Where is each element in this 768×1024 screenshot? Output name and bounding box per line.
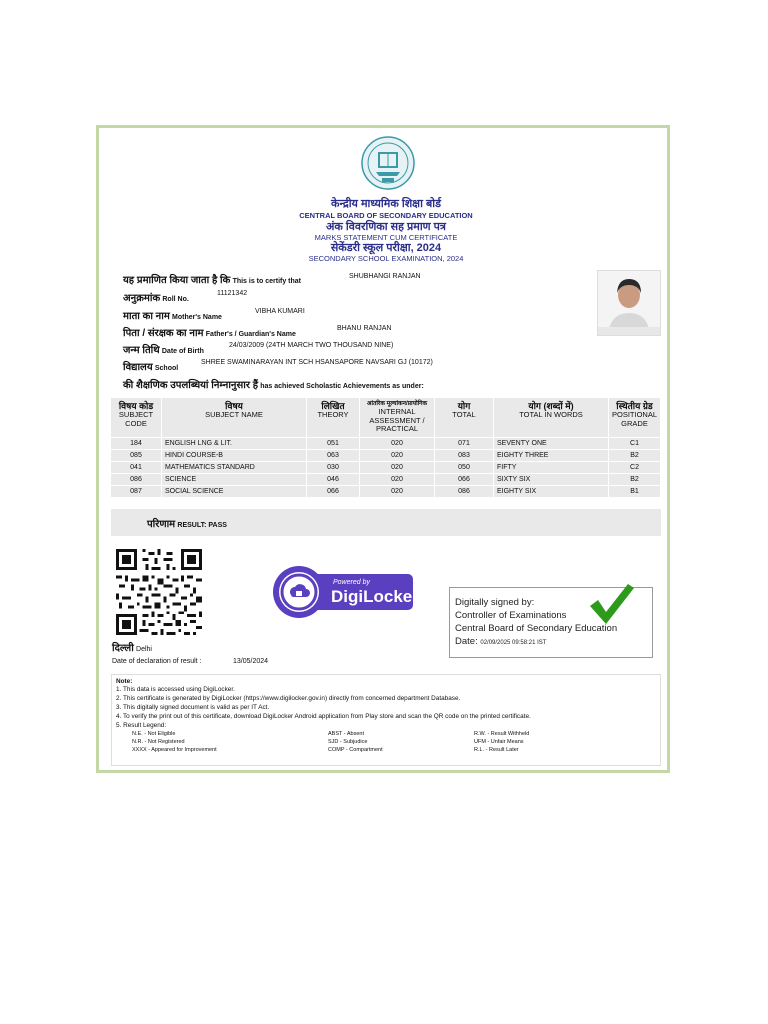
col-internal: आंतरिक मूल्यांकन/प्रायोगिक INTERNAL ASSESSMENT / PRACTICAL <box>360 398 435 437</box>
sig-line-3: Central Board of Secondary Education <box>455 623 618 634</box>
cell-words: SEVENTY ONE <box>494 437 609 449</box>
cell-words: EIGHTY THREE <box>494 449 609 461</box>
cell-grade: C1 <box>609 437 661 449</box>
cell-internal: 020 <box>360 449 435 461</box>
board-name-hindi: केन्द्रीय माध्यमिक शिक्षा बोर्ड <box>331 198 441 210</box>
cell-words: FIFTY <box>494 461 609 473</box>
legend-item: SJD - Subjudice <box>328 739 368 745</box>
cell-total: 086 <box>435 485 494 497</box>
note-line-2: 2. This certificate is generated by DigiLocker (https://www.digilocker.gov.in) directly from concerned department Database. <box>116 695 461 702</box>
cell-theory: 066 <box>307 485 360 497</box>
exam-name-hindi: सेकेंडरी स्कूल परीक्षा, 2024 <box>330 242 442 254</box>
cell-code: 041 <box>111 461 162 473</box>
cell-grade: B2 <box>609 449 661 461</box>
exam-name-english: SECONDARY SCHOOL EXAMINATION, 2024 <box>308 254 464 263</box>
legend-item: N.R. - Not Registered <box>132 739 185 745</box>
digital-signature-box <box>449 587 653 658</box>
legend-item: COMP - Compartment <box>328 747 383 753</box>
legend-item: XXXX - Appeared for Improvement <box>132 747 217 753</box>
cell-subject: ENGLISH LNG & LIT. <box>162 437 307 449</box>
date-of-birth: 24/03/2009 (24TH MARCH TWO THOUSAND NINE) <box>229 342 394 349</box>
table-row <box>111 485 661 497</box>
cell-grade: C2 <box>609 461 661 473</box>
note-title: Note: <box>116 678 133 685</box>
legend-item: R.W. - Result Withheld <box>474 731 530 737</box>
cell-internal: 020 <box>360 473 435 485</box>
result-bar <box>111 509 661 536</box>
certificate-title-english: MARKS STATEMENT CUM CERTIFICATE <box>314 233 458 242</box>
declaration-date: 13/05/2024 <box>233 658 269 665</box>
cell-theory: 063 <box>307 449 360 461</box>
cell-subject: SOCIAL SCIENCE <box>162 485 307 497</box>
table-row <box>111 437 661 449</box>
result-text: परिणाम RESULT: PASS <box>147 519 227 530</box>
legend-item: R.L. - Result Later <box>474 747 519 753</box>
legend-item: UFM - Unfair Means <box>474 739 524 745</box>
digilocker-badge <box>271 565 419 621</box>
declaration-label: Date of declaration of result : <box>112 658 202 665</box>
col-grade: स्थितीय ग्रेड POSITIONAL GRADE <box>609 398 661 437</box>
note-box <box>111 674 661 766</box>
certificate-title-hindi: अंक विवरणिका सह प्रमाण पत्र <box>326 221 446 233</box>
col-subject-name: विषय SUBJECT NAME <box>162 398 307 437</box>
marks-certificate <box>96 125 670 773</box>
roll-number: 11121342 <box>217 290 248 297</box>
col-theory: लिखित THEORY <box>307 398 360 437</box>
roll-label: अनुक्रमांक Roll No. <box>123 293 189 304</box>
father-name: BHANU RANJAN <box>337 325 392 332</box>
cell-total: 083 <box>435 449 494 461</box>
cell-theory: 030 <box>307 461 360 473</box>
school-name: SHREE SWAMINARAYAN INT SCH HSANSAPORE NAVSARI GJ (10172) <box>201 359 433 366</box>
table-row <box>111 449 661 461</box>
col-subject-code: विषय कोड SUBJECT CODE <box>111 398 162 437</box>
student-name: SHUBHANGI RANJAN <box>349 273 421 280</box>
cell-subject: MATHEMATICS STANDARD <box>162 461 307 473</box>
person-photo-icon <box>598 271 660 335</box>
cell-total: 071 <box>435 437 494 449</box>
col-total: योग TOTAL <box>435 398 494 437</box>
mother-label: माता का नाम Mother's Name <box>123 311 222 322</box>
legend-item: N.E. - Not Eligible <box>132 731 176 737</box>
marks-table <box>111 398 661 497</box>
board-name-english: CENTRAL BOARD OF SECONDARY EDUCATION <box>299 211 473 220</box>
cbse-emblem-icon <box>361 136 415 190</box>
cell-subject: HINDI COURSE-B <box>162 449 307 461</box>
note-line-1: 1. This data is accessed using DigiLocker. <box>116 686 235 693</box>
school-label: विद्यालय School <box>123 362 179 373</box>
col-total-words: योग (शब्दों में) TOTAL IN WORDS <box>494 398 609 437</box>
cell-internal: 020 <box>360 437 435 449</box>
note-line-5: 5. Result Legend: <box>116 722 167 729</box>
cell-code: 184 <box>111 437 162 449</box>
cell-grade: B1 <box>609 485 661 497</box>
cell-internal: 020 <box>360 485 435 497</box>
dob-label: जन्म तिथि Date of Birth <box>123 345 204 356</box>
checkmark-icon <box>588 582 636 628</box>
cell-internal: 020 <box>360 461 435 473</box>
cell-grade: B2 <box>609 473 661 485</box>
note-line-4: 4. To verify the print out of this certificate, download DigiLocker Android application from Play store and scan the QR code on the printed certificate. <box>116 713 531 720</box>
father-label: पिता / संरक्षक का नाम Father's / Guardian's Name <box>123 328 296 339</box>
cell-total: 066 <box>435 473 494 485</box>
legend-item: ABST - Absent <box>328 731 364 737</box>
cell-theory: 046 <box>307 473 360 485</box>
place-label: दिल्ली Delhi <box>112 643 152 654</box>
certify-label: यह प्रमाणित किया जाता है कि This is to certify that <box>123 275 302 286</box>
cell-theory: 051 <box>307 437 360 449</box>
achievements-label: की शैक्षणिक उपलब्धियां निम्नानुसार हैं has achieved Scholastic Achievements as under: <box>123 380 424 391</box>
cell-subject: SCIENCE <box>162 473 307 485</box>
sig-line-1: Digitally signed by: <box>455 597 535 608</box>
cell-words: SIXTY SIX <box>494 473 609 485</box>
cell-code: 086 <box>111 473 162 485</box>
table-row <box>111 473 661 485</box>
qr-code-icon <box>114 549 204 635</box>
cell-words: EIGHTY SIX <box>494 485 609 497</box>
cell-total: 050 <box>435 461 494 473</box>
cell-code: 087 <box>111 485 162 497</box>
note-line-3: 3. This digitally signed document is valid as per IT Act. <box>116 704 270 711</box>
student-photo <box>597 270 661 336</box>
sig-date-row: Date: 02/09/2025 09:58:21 IST <box>455 636 547 647</box>
table-header-row <box>111 398 661 437</box>
digilocker-powered-text: Powered by <box>333 579 370 586</box>
mother-name: VIBHA KUMARI <box>255 308 305 315</box>
digilocker-name: DigiLocker <box>331 587 419 606</box>
table-row <box>111 461 661 473</box>
cell-code: 085 <box>111 449 162 461</box>
sig-line-2: Controller of Examinations <box>455 610 567 621</box>
